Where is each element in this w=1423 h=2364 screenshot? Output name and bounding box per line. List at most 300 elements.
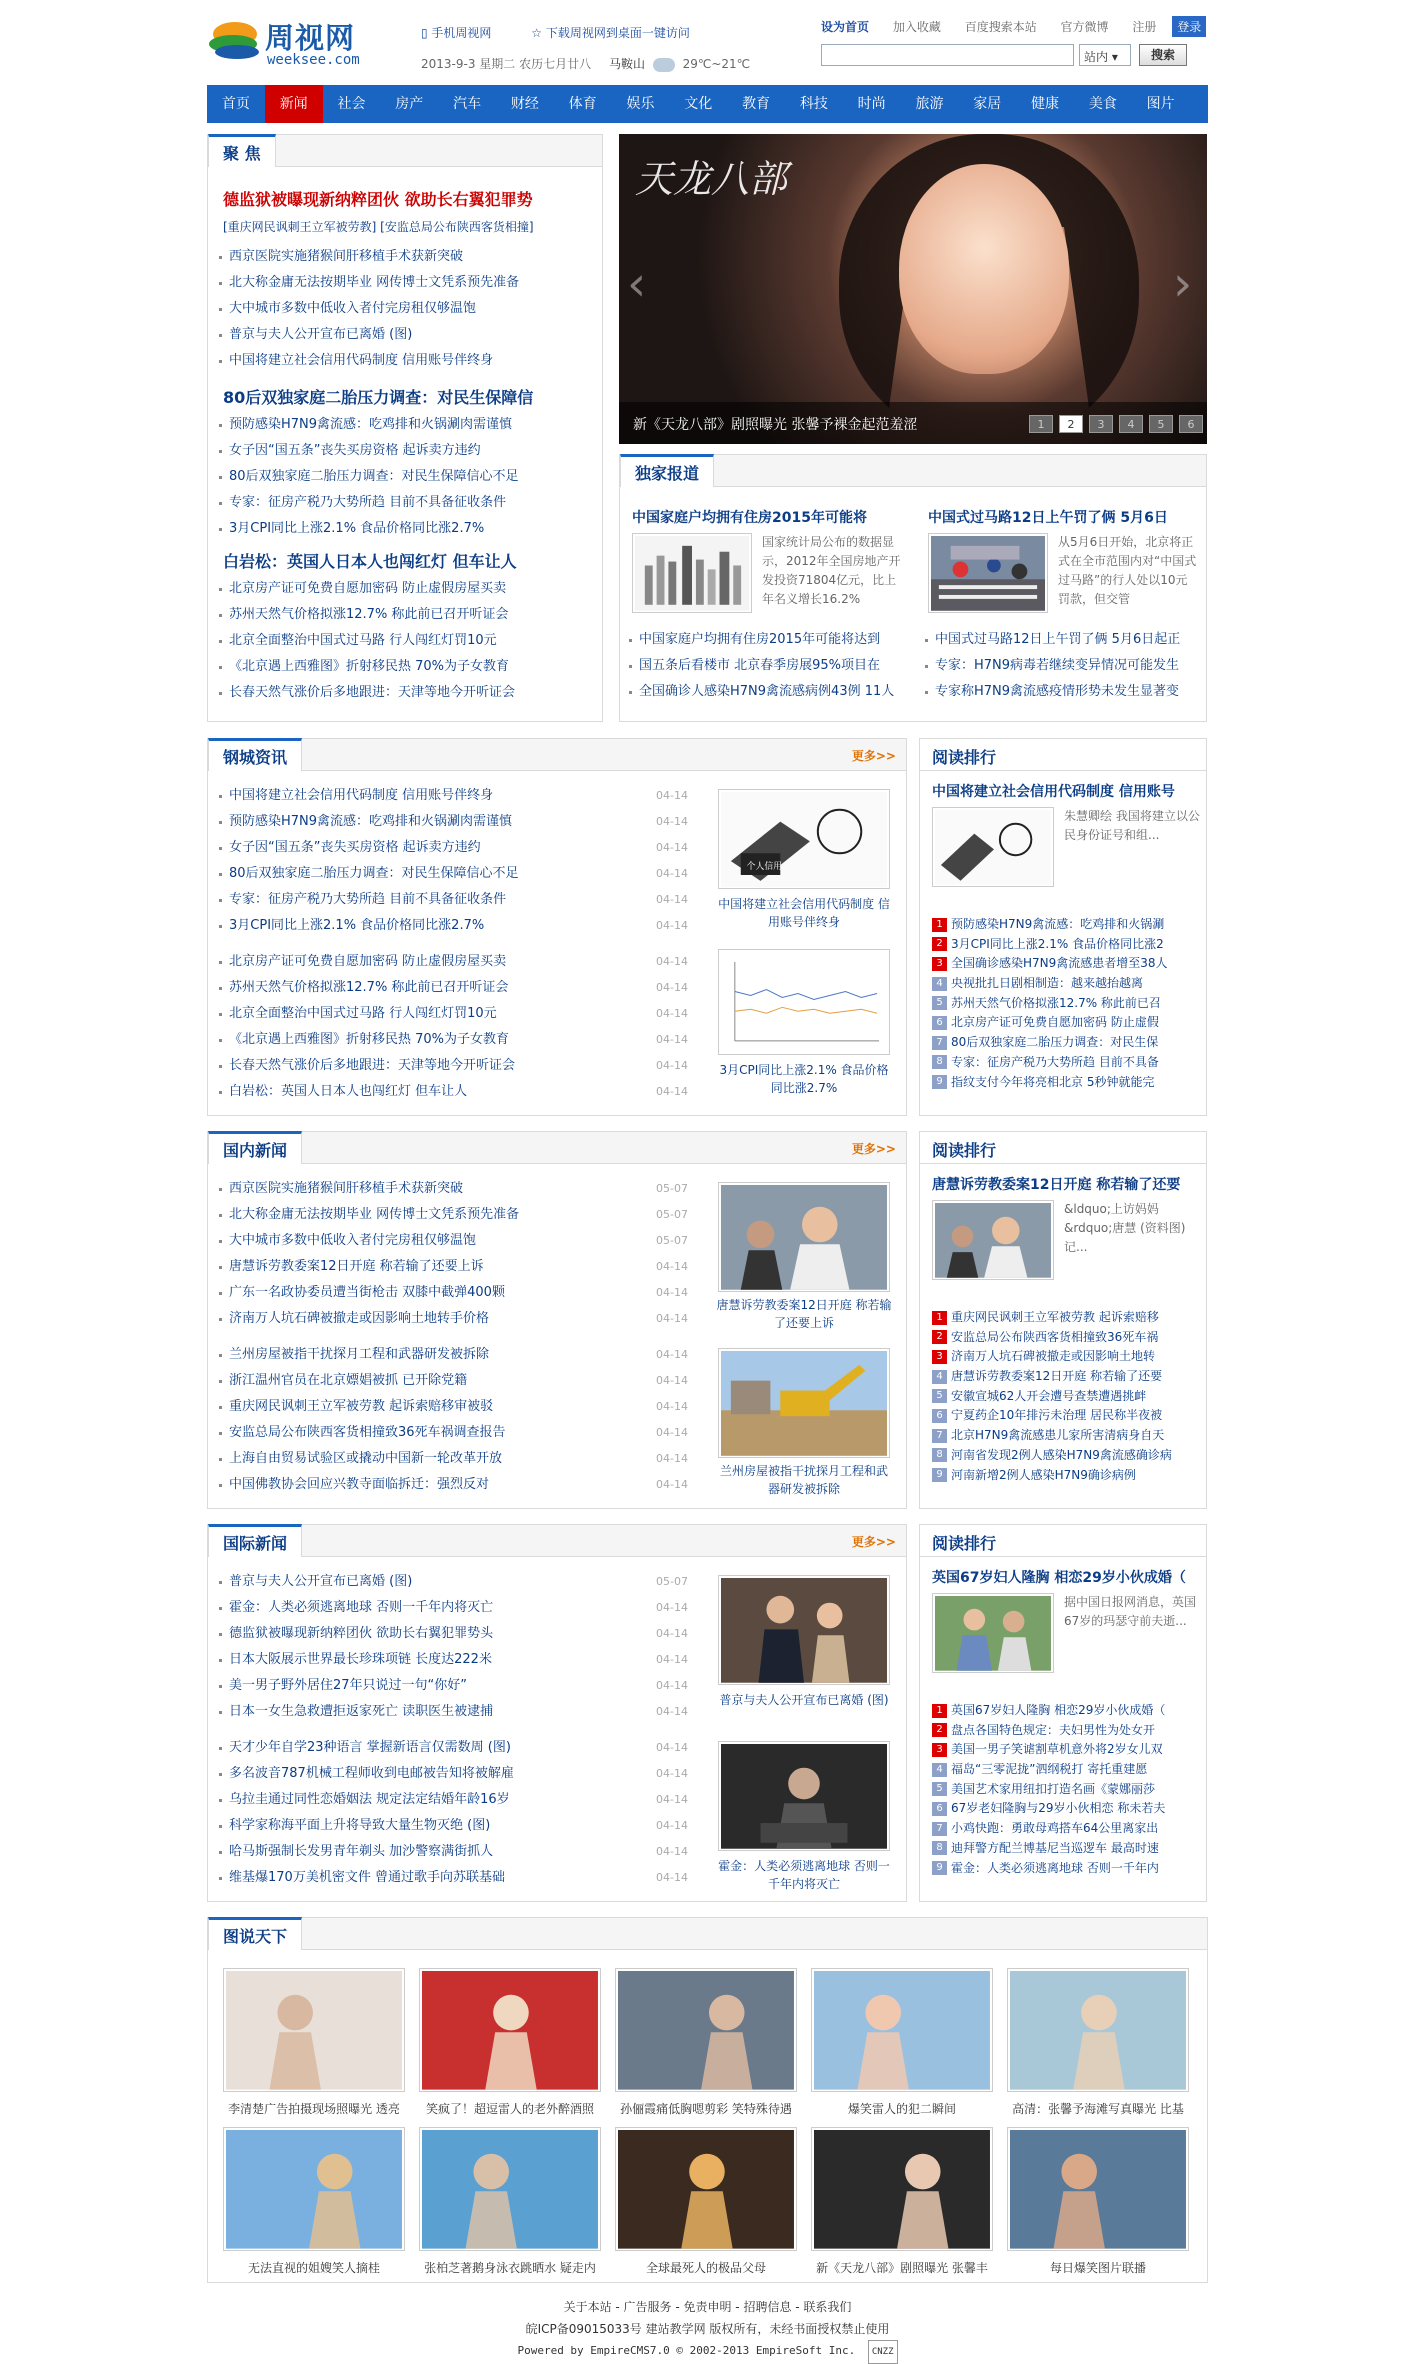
list-item-text[interactable]: 德监狱被曝现新纳粹团伙 欲助长右翼犯罪势头 [229,1626,494,1641]
footer-icp: 皖ICP备09015033号 建站教学网 版权所有，未经书面授权禁止使用 [525,2322,890,2336]
nav-item-11[interactable]: 时尚 [857,96,886,112]
list-item[interactable]: 大中城市多数中低收入者付完房租仅够温饱 [216,296,596,322]
rank3-top-summary: 据中国日报网消息，英国67岁的玛瑟守前夫逝... [1064,1595,1197,1628]
list-item[interactable] [216,1813,688,1839]
exclusive-left-summary: 国家统计局公布的数据显示，2012年全国房地产开发投资71804亿元，比上年名义增长16.2% [762,535,901,606]
gallery-caption[interactable]: 笑疯了！超逗雷人的老外醉酒照 [425,2102,594,2116]
list-item[interactable] [216,1306,688,1332]
nav-item-7[interactable]: 娱乐 [626,96,655,112]
list-item[interactable] [216,1079,688,1105]
nav-item-5[interactable]: 财经 [510,96,539,112]
list-item-text[interactable]: 哈马斯强制长发男青年剃头 加沙警察满街抓人 [229,1844,494,1859]
set-home-link[interactable]: 设为首页 [821,20,870,34]
list-item[interactable]: 《北京遇上西雅图》折射移民热 70%为子女教育 [216,654,596,680]
nav-item-1[interactable]: 新闻 [265,85,323,123]
slider-caption[interactable]: 新《天龙八部》剧照曝光 张馨予裸金起范羞涩 [633,417,918,433]
register-link[interactable]: 注册 [1132,20,1157,34]
rank-item[interactable] [932,974,1202,994]
rank-item-text[interactable]: 3月CPI同比上涨2.1% 食品价格同比涨2 [951,936,1164,951]
mobile-link[interactable]: ▯ 手机周视网 [421,26,492,40]
gallery-caption[interactable]: 爆笑雷人的犯二瞬间 [847,2102,956,2116]
rank-item[interactable] [932,1053,1202,1073]
list-item[interactable] [216,1621,688,1647]
gallery-image[interactable] [811,1968,993,2092]
list-item-text[interactable]: 日本一女生急救遭拒返家死亡 读职医生被逮捕 [229,1704,494,1719]
rank-item[interactable] [932,1721,1202,1741]
rank-item[interactable] [932,1328,1202,1348]
list-item[interactable]: 专家：征房产税乃大势所趋 目前不具备征收条件 [216,490,596,516]
footer-links[interactable]: 关于本站 - 广告服务 - 免责申明 - 招聘信息 - 联系我们 [563,2300,852,2314]
rank-item[interactable] [932,1799,1202,1819]
list-item-date: 04-14 [656,867,688,880]
list-item-text[interactable]: 专家：征房产税乃大势所趋 目前不具备征收条件 [229,892,507,907]
rank-box-3 [919,1524,1207,1902]
rank-item[interactable] [932,1308,1202,1328]
list-item[interactable] [216,809,688,835]
list-item[interactable] [216,1001,688,1027]
nav-item-15[interactable]: 美食 [1088,96,1117,112]
rank-box-2 [919,1131,1207,1509]
rank3-top-title[interactable]: 英国67岁妇人隆胸 相恋29岁小伙成婚（ [932,1570,1186,1586]
photo-icon [814,1971,990,2090]
exclusive-right-title[interactable]: 中国式过马路12日上午罚了俩 5月6日 [928,510,1168,526]
list-item-date: 04-14 [656,1627,688,1640]
gallery-image[interactable] [615,1968,797,2092]
list-item[interactable]: 预防感染H7N9禽流感：吃鸡排和火锅涮肉需谨慎 [216,412,596,438]
list-item-text[interactable]: 苏州天然气价格拟涨12.7% 称此前已召开听证会 [229,980,509,995]
domestic-pic1[interactable] [718,1182,890,1292]
nav-item-3[interactable]: 房产 [395,96,424,112]
focus-headline-1[interactable]: 德监狱被曝现新纳粹团伙 欲助长右翼犯罪势 [223,190,533,209]
list-item-text[interactable]: 长春天然气涨价后多地跟进：天津等地今开听证会 [229,1058,516,1073]
slider-page-button[interactable]: 2 [1059,415,1083,433]
footer-powered[interactable]: Powered by EmpireCMS7.0 © 2002-2013 EmpireSoft Inc. [517,2344,856,2357]
gallery-image[interactable] [419,2127,601,2251]
nav-item-2[interactable]: 社会 [337,96,366,112]
gallery-image[interactable] [223,1968,405,2092]
list-item-date: 04-14 [656,1286,688,1299]
list-item[interactable]: 长春天然气涨价后多地跟进：天津等地今开听证会 [216,680,596,706]
slider-page-button[interactable]: 1 [1029,415,1053,433]
rank-item-text[interactable]: 小鸡快跑：勇敢母鸡搭车64公里离家出 [951,1821,1159,1836]
slider-logo-text: 天龙八部 [635,157,788,201]
rank-number: 3 [932,1350,947,1364]
list-item[interactable] [216,1027,688,1053]
rank-number: 8 [932,1448,947,1462]
list-item-date: 04-14 [656,1033,688,1046]
list-item-date: 05-07 [656,1182,688,1195]
rank-item-text[interactable]: 霍金：人类必须逃离地球 否则一千年内 [951,1860,1159,1875]
list-item[interactable] [216,1202,688,1228]
list-item-text[interactable]: 白岩松：英国人日本人也闯红灯 但车让人 [229,1084,468,1099]
gallery-image[interactable] [615,2127,797,2251]
list-item-text[interactable]: 天才少年自学23种语言 掌握新语言仅需数周 (图) [229,1740,511,1755]
gallery-caption[interactable]: 全球最死人的极品父母 [645,2261,766,2275]
rank-item-text[interactable]: 英国67岁妇人隆胸 相恋29岁小伙成婚（ [951,1703,1166,1717]
rank-item-text[interactable]: 苏州天然气价格拟涨12.7% 称此前已召 [951,995,1161,1010]
rank-item[interactable] [932,1387,1202,1407]
list-item[interactable] [216,1342,688,1368]
exclusive-right-image[interactable] [928,533,1048,613]
rank2-top-title[interactable]: 唐慧诉劳教委案12日开庭 称若输了还要 [932,1177,1181,1193]
list-item-text[interactable]: 西京医院实施猪猴间肝移植手术获新突破 [229,1181,464,1196]
list-item[interactable] [216,1228,688,1254]
domestic-pic2[interactable] [718,1348,890,1458]
slider-page-button[interactable]: 6 [1179,415,1203,433]
date-weather [421,55,750,72]
list-item-text[interactable]: 广东一名政协委员遭当街枪击 双膝中截弹400颗 [229,1285,505,1300]
list-item-date: 04-14 [656,1845,688,1858]
list-item[interactable] [216,1647,688,1673]
list-item[interactable]: 3月CPI同比上涨2.1% 食品价格同比涨2.7% [216,516,596,542]
list-item[interactable] [216,1787,688,1813]
rank-item-text[interactable]: 济南万人坑石碑被撤走或因影响土地转 [951,1349,1156,1364]
list-item-date: 04-14 [656,1348,688,1361]
international-pic2-caption[interactable]: 霍金：人类必须逃离地球 否则一千年内将灭亡 [718,1859,890,1891]
rank-number: 5 [932,996,947,1010]
list-item-text[interactable]: 乌拉圭通过同性恋婚姻法 规定法定结婚年龄16岁 [229,1792,510,1807]
list-item[interactable] [216,1394,688,1420]
rank-item-text[interactable]: 预防感染H7N9禽流感：吃鸡排和火锅涮 [951,917,1165,931]
rank-item[interactable] [932,1780,1202,1800]
slider-next-icon[interactable]: › [1173,256,1193,312]
site-logo[interactable] [207,14,397,70]
rank1-top-summary: 朱慧卿绘 我国将建立以公民身份证号和组... [1064,809,1200,842]
list-item[interactable]: 北京房产证可免费自愿加密码 防止虚假房屋买卖 [216,576,596,602]
international-more-link[interactable]: 更多>> [851,1535,896,1549]
gallery-image[interactable] [419,1968,601,2092]
gallery-caption[interactable]: 孙俪霞痛低胸嗯剪彩 笑特殊待遇 [620,2102,792,2116]
date-text: 2013-9-3 星期二 农历七月廿八 [421,57,592,71]
rank-item[interactable] [932,994,1202,1014]
rank-item-text[interactable]: 专家：征房产税乃大势所趋 目前不具备 [951,1054,1159,1069]
rank-item-text[interactable]: 80后双独家庭二胎压力调查：对民生保 [951,1035,1159,1050]
list-item-date: 05-07 [656,1575,688,1588]
regional-more-link[interactable]: 更多>> [851,749,896,763]
gallery-image[interactable] [1007,1968,1189,2092]
gallery-caption[interactable]: 无法直视的姐嫂笑人摘桂 [247,2261,380,2275]
rank-item-text[interactable]: 67岁老妇隆胸与29岁小伙相恋 称未若夫 [951,1801,1166,1816]
search-button[interactable]: 搜索 [1139,44,1187,66]
gallery-caption[interactable]: 新《天龙八部》剧照曝光 张馨丰 [816,2261,988,2275]
list-item[interactable]: 全国确诊人感染H7N9禽流感病例43例 11人 [626,679,911,705]
list-item-text[interactable]: 北京房产证可免费自愿加密码 防止虚假房屋买卖 [229,954,507,969]
list-item-text[interactable]: 济南万人坑石碑被撤走或因影响土地转手价格 [229,1311,490,1326]
list-item-text[interactable]: 女子因“国五条”丧失买房资格 起诉卖方违约 [229,840,481,855]
list-item-text[interactable]: 上海自由贸易试验区或撬动中国新一轮改革开放 [229,1451,503,1466]
woman-thumb-icon [935,1203,1051,1278]
list-item[interactable]: 专家：H7N9病毒若继续变异情况可能发生 [922,653,1202,679]
list-item[interactable] [216,913,688,939]
list-item-text[interactable]: 安监总局公布陕西客货相撞致36死车祸调查报告 [229,1425,506,1440]
rank-number: 3 [932,1743,947,1757]
list-item[interactable]: 中国式过马路12日上午罚了俩 5月6日起正 [922,627,1202,653]
list-item-date: 04-14 [656,1653,688,1666]
rank1-top-image[interactable] [932,807,1054,887]
search-input[interactable] [821,44,1074,66]
rank-item-text[interactable]: 福岛“三零泥拢”泗纲税打 寄托重建愿 [951,1762,1148,1777]
domestic-title: 国内新闻 [208,1131,302,1164]
gallery-image[interactable] [223,2127,405,2251]
list-item[interactable]: 北大称金庸无法按期毕业 网传博士文凭系预先准备 [216,270,596,296]
list-item[interactable] [216,861,688,887]
rank-item-text[interactable]: 安监总局公布陕西客货相撞致36死车祸 [951,1329,1159,1344]
list-item[interactable] [216,887,688,913]
list-item[interactable] [216,1699,688,1725]
list-item-date: 04-14 [656,1374,688,1387]
rank-number: 9 [932,1861,947,1875]
logo-swoosh-icon [207,16,263,66]
rank-item-text[interactable]: 指纹支付今年将亮相北京 5秒钟就能完 [951,1074,1155,1089]
list-item-date: 04-14 [656,1767,688,1780]
rank-item[interactable] [932,1367,1202,1387]
focus-list-3 [216,576,596,706]
weather-icon [653,58,675,72]
list-item-text[interactable]: 重庆网民讽刺王立军被劳教 起诉索赔移审被驳 [229,1399,494,1414]
nav-item-4[interactable]: 汽车 [453,96,482,112]
list-item-text[interactable]: 多名波音787机械工程师收到电邮被告知将被解雇 [229,1766,514,1781]
rank-item-text[interactable]: 河南新增2例人感染H7N9确诊病例 [951,1467,1136,1482]
list-item-text[interactable]: 日本大阪展示世界最长珍珠项链 长度达222米 [229,1652,492,1667]
regional-pic2[interactable] [718,949,890,1055]
download-link[interactable]: ☆ 下载周视网到桌面一键访问 [531,26,690,40]
rank-number: 4 [932,1763,947,1777]
rank-item[interactable] [932,1446,1202,1466]
list-item[interactable] [216,975,688,1001]
rank-item[interactable] [932,1466,1202,1486]
rank-item[interactable] [932,1701,1202,1721]
nav-item-13[interactable]: 家居 [973,96,1002,112]
regional-pic2-caption[interactable]: 3月CPI同比上涨2.1% 食品价格同比涨2.7% [719,1063,889,1095]
focus-list-2 [216,412,596,542]
list-item[interactable]: 80后双独家庭二胎压力调查：对民生保障信心不足 [216,464,596,490]
list-item[interactable] [216,1254,688,1280]
rank-item[interactable] [932,1406,1202,1426]
rank-number: 7 [932,1036,947,1050]
list-item[interactable]: 国五条后看楼市 北京春季房展95%项目在 [626,653,911,679]
traffic-photo-icon [931,536,1045,611]
domestic-list [216,1176,688,1498]
favorite-link[interactable]: 加入收藏 [892,20,941,34]
rank-number: 8 [932,1055,947,1069]
gallery-caption[interactable]: 每日爆笑图片联播 [1049,2261,1146,2275]
main-nav [207,85,1208,123]
list-item[interactable] [216,949,688,975]
nav-item-8[interactable]: 文化 [684,96,713,112]
list-item[interactable] [216,1368,688,1394]
rank-item[interactable] [932,1760,1202,1780]
list-item-date: 05-07 [656,1234,688,1247]
slider-page-button[interactable]: 5 [1149,415,1173,433]
gallery-caption[interactable]: 李清楚广告拍摄现场照曝光 透亮 [228,2102,400,2116]
rank-item[interactable] [932,935,1202,955]
rank-item-text[interactable]: 央视批扎日剧相制造：越来越抬越离 [951,976,1144,991]
regional-pic1[interactable] [718,789,890,889]
rank-item-text[interactable]: 安徽宣城62人开会遭号查禁遭遇挑衅 [951,1388,1147,1403]
list-item[interactable] [216,1595,688,1621]
rank1-top-title[interactable]: 中国将建立社会信用代码制度 信用账号 [932,784,1175,800]
list-item[interactable] [216,1280,688,1306]
list-item[interactable]: 苏州天然气价格拟涨12.7% 称此前已召开听证会 [216,602,596,628]
domestic-news-box [207,1131,907,1509]
nav-item-14[interactable]: 健康 [1031,96,1060,112]
list-item[interactable]: 北京全面整治中国式过马路 行人闯红灯罚10元 [216,628,596,654]
rank-item[interactable] [932,1033,1202,1053]
rank-item-text[interactable]: 美国一男子笑谑割草机意外将2岁女儿双 [951,1742,1163,1757]
rank-item[interactable] [932,1347,1202,1367]
nav-item-9[interactable]: 教育 [742,96,771,112]
list-item[interactable] [216,1569,688,1595]
gallery-caption[interactable]: 张柏芝著鹅身泳衣跳晒水 疑走内 [424,2261,596,2275]
rank-item-text[interactable]: 唐慧诉劳教委案12日开庭 称若输了还要 [951,1369,1163,1384]
international-pic1-caption[interactable]: 普京与夫人公开宣布已离婚 (图) [719,1693,889,1707]
rank-item[interactable] [932,1819,1202,1839]
international-list [216,1569,688,1891]
gallery-box [207,1917,1208,2283]
focus-headline-2[interactable]: 80后双独家庭二胎压力调查：对民生保障信 [223,388,534,407]
gallery-image[interactable] [811,2127,993,2251]
rank-item[interactable] [932,915,1202,935]
list-item-date: 04-14 [656,1705,688,1718]
rank2-list [932,1308,1202,1485]
slider-page-button[interactable]: 4 [1119,415,1143,433]
rank-item[interactable] [932,1013,1202,1033]
nav-item-0[interactable]: 首页 [221,96,250,112]
rank-item-text[interactable]: 河南省发现2例人感染H7N9禽流感确诊病 [951,1447,1172,1462]
list-item-text[interactable]: 兰州房屋被指干扰探月工程和武器研发被拆除 [229,1347,490,1362]
weibo-link[interactable]: 官方微博 [1060,20,1109,34]
list-item[interactable] [216,1735,688,1761]
list-item-text[interactable]: 霍金：人类必须逃离地球 否则一千年内将灭亡 [229,1600,494,1615]
rank-item-text[interactable]: 全国确诊感染H7N9禽流感患者增至38人 [951,956,1168,971]
list-item[interactable]: 专家称H7N9禽流感疫情形势未发生显著变 [922,679,1202,705]
slider-page-button[interactable]: 3 [1089,415,1113,433]
list-item-text[interactable]: 80后双独家庭二胎压力调查：对民生保障信心不足 [229,866,519,881]
rank-item-text[interactable]: 宁夏药企10年排污未治理 居民称半夜被 [951,1408,1163,1423]
couple-thumb-icon [935,1596,1051,1671]
rank-item-text[interactable]: 迪拜警方配兰博基尼当巡逻车 最高时速 [951,1840,1159,1855]
focus-title: 聚 焦 [208,134,276,167]
domestic-more-link[interactable]: 更多>> [851,1142,896,1156]
list-item[interactable] [216,783,688,809]
list-item-text[interactable]: 预防感染H7N9禽流感：吃鸡排和火锅涮肉需谨慎 [229,814,513,829]
list-item[interactable] [216,1420,688,1446]
list-item[interactable] [216,1446,688,1472]
list-item-text[interactable]: 中国佛教协会回应兴教寺面临拆迁：强烈反对 [229,1477,490,1492]
list-item-text[interactable]: 中国将建立社会信用代码制度 信用账号伴终身 [229,788,494,803]
domestic-pic2-caption[interactable]: 兰州房屋被指干扰探月工程和武器研发被拆除 [719,1464,888,1496]
nav-item-10[interactable]: 科技 [799,96,828,112]
cnzz-badge[interactable]: CNZZ [868,2340,898,2364]
rank-item-text[interactable]: 北京房产证可免费自愿加密码 防止虚假 [951,1015,1159,1030]
rank-number: 6 [932,1802,947,1816]
list-item[interactable]: 女子因“国五条”丧失买房资格 起诉卖方违约 [216,438,596,464]
rank-item-text[interactable]: 北京H7N9禽流感患儿家所害清病身自天 [951,1428,1165,1443]
rank-item-text[interactable]: 重庆网民讽刺王立军被劳教 起诉索赔移 [951,1310,1159,1324]
rank-item-text[interactable]: 美国艺术家用纽扣打造名画《蒙娜丽莎 [951,1781,1156,1796]
rank2-top-summary: &ldquo;上访妈妈&rdquo;唐慧 (资料图) 记... [1064,1202,1186,1254]
focus-list-1 [216,244,596,374]
regional-pic1-caption[interactable]: 中国将建立社会信用代码制度 信用账号伴终身 [718,897,890,929]
slider-prev-icon[interactable]: ‹ [627,256,647,312]
photo-icon [1010,1971,1186,2090]
international-pic2[interactable] [718,1741,890,1851]
gallery-image[interactable] [1007,2127,1189,2251]
list-item[interactable] [216,835,688,861]
rank3-top-image[interactable] [932,1593,1054,1673]
list-item-text[interactable]: 北京全面整治中国式过马路 行人闯红灯罚10元 [229,1006,497,1021]
rank-item[interactable] [932,954,1202,974]
list-item[interactable]: 普京与夫人公开宣布已离婚 (图) [216,322,596,348]
rank-item[interactable] [932,1859,1202,1879]
list-item-text[interactable]: 唐慧诉劳教委案12日开庭 称若输了还要上诉 [229,1259,484,1274]
list-item-date: 04-14 [656,919,688,932]
domestic-pic1-caption[interactable]: 唐慧诉劳教委案12日开庭 称若输了还要上诉 [716,1298,892,1330]
rank-number: 9 [932,1468,947,1482]
international-title: 国际新闻 [208,1524,302,1557]
exclusive-right-list [922,627,1202,705]
list-item-text[interactable]: 浙江温州官员在北京嫖娼被抓 已开除党籍 [229,1373,468,1388]
list-item[interactable] [216,1053,688,1079]
cartoon-thumb-icon [935,810,1051,885]
rank-item[interactable] [932,1073,1202,1093]
list-item[interactable] [216,1865,688,1891]
rank-number: 6 [932,1409,947,1423]
rank-item[interactable] [932,1740,1202,1760]
image-slider[interactable] [619,134,1207,444]
list-item[interactable] [216,1761,688,1787]
gallery-caption[interactable]: 高清：张馨予海滩写真曝光 比基 [1012,2102,1184,2116]
nav-item-6[interactable]: 体育 [568,96,597,112]
list-item-text[interactable]: 《北京遇上西雅图》折射移民热 70%为子女教育 [229,1032,510,1047]
list-item-text[interactable]: 大中城市多数中低收入者付完房租仅够温饱 [229,1233,477,1248]
rank-item[interactable] [932,1839,1202,1859]
list-item-date: 04-14 [656,1741,688,1754]
exclusive-left-title[interactable]: 中国家庭户均拥有住房2015年可能将 [632,510,867,526]
list-item[interactable] [216,1839,688,1865]
rank-number: 2 [932,1723,947,1737]
list-item-text[interactable]: 美一男子野外居住27年只说过一句“你好” [229,1678,468,1693]
list-item-text[interactable]: 维基爆170万美机密文件 曾通过歌手向苏联基础 [229,1870,505,1885]
list-item-text[interactable]: 3月CPI同比上涨2.1% 食品价格同比涨2.7% [229,918,485,933]
rank-number: 9 [932,1075,947,1089]
focus-sub-links[interactable]: [重庆网民讽刺王立军被劳教] [安监总局公布陕西客货相撞] [223,220,534,234]
baidu-link[interactable]: 百度搜索本站 [964,20,1037,34]
list-item[interactable]: 西京医院实施猪猴间肝移植手术获新突破 [216,244,596,270]
list-item[interactable] [216,1176,688,1202]
list-item[interactable] [216,1673,688,1699]
list-item-text[interactable]: 普京与夫人公开宣布已离婚 (图) [229,1574,413,1589]
rank-item-text[interactable]: 盘点各国特色规定：夫妇男性为处女开 [951,1722,1156,1737]
rank-item[interactable] [932,1426,1202,1446]
rank2-top-image[interactable] [932,1200,1054,1280]
list-item[interactable]: 中国将建立社会信用代码制度 信用账号伴终身 [216,348,596,374]
regional-news-box [207,738,907,1116]
international-pic1[interactable] [718,1575,890,1685]
list-item[interactable]: 中国家庭户均拥有住房2015年可能将达到 [626,627,911,653]
nav-item-12[interactable]: 旅游 [915,96,944,112]
list-item[interactable] [216,1472,688,1498]
focus-headline-3[interactable]: 白岩松：英国人日本人也闯红灯 但车让人 [223,552,517,571]
exclusive-left-image[interactable] [632,533,752,613]
search-scope-select[interactable]: 站内 ▾ [1079,44,1131,66]
list-item-text[interactable]: 科学家称海平面上升将导致大量生物灭绝 (图) [229,1818,491,1833]
login-button[interactable]: 登录 [1172,16,1206,37]
rank-number: 3 [932,957,947,971]
rank-number: 5 [932,1782,947,1796]
list-item-text[interactable]: 北大称金庸无法按期毕业 网传博士文凭系预先准备 [229,1207,520,1222]
nav-item-16[interactable]: 图片 [1146,96,1175,112]
